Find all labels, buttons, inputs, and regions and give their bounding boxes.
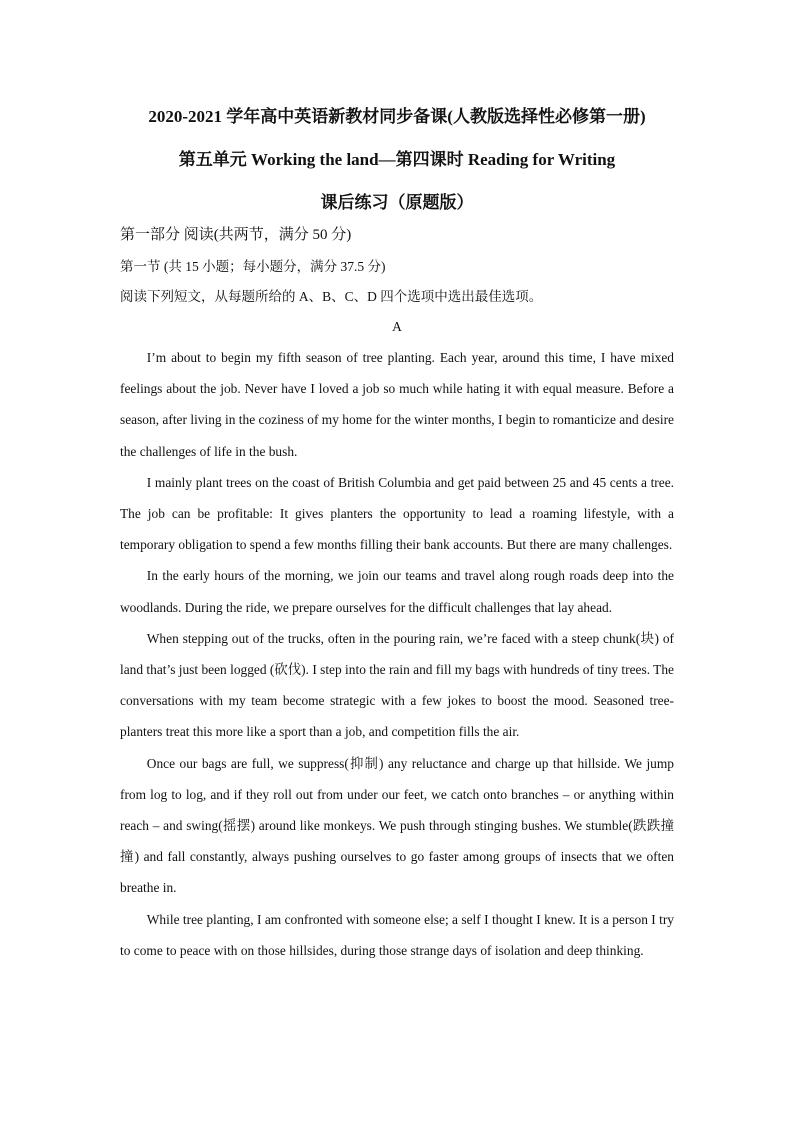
paragraph: When stepping out of the trucks, often in the pouring rain, we’re faced with a steep chunk(块) of land that’s just been logged (砍伐). I step into the rain and fill my bags with hundreds of tiny trees. The conversations with my team become strategic with a few jokes to boost the mood. Seasoned tree-planters treat this more like a sport than a job, and competition fills the air. (120, 630, 674, 740)
paragraph: In the early hours of the morning, we join our teams and travel along rough roads deep into the woodlands. During the ride, we prepare ourselves for the difficult challenges that lay ahead. (120, 568, 674, 615)
part-heading: 第一部分 阅读(共两节，满分 50 分) (120, 227, 352, 243)
doc-title-line-1: 2020-2021 学年高中英语新教材同步备课(人教版选择性必修第一册) (148, 107, 646, 126)
passage-body (120, 342, 674, 966)
paragraph: I mainly plant trees on the coast of British Columbia and get paid between 25 and 45 cents a tree. The job can be profitable: It gives planters the opportunity to lead a roaming lifestyle, with a temporary obligation to spend a few months filling their bank accounts. But there are many challenges. (120, 474, 674, 553)
paragraph: Once our bags are full, we suppress(抑制) any reluctance and charge up that hillside. We jump from log to log, and if they roll out from under our feet, we catch onto branches – or anything within reach – and swing(摇摆) around like monkeys. We push through stinging bushes. We stumble(跌跌撞撞) and fall constantly, always pushing ourselves to go faster among groups of insects that we often breathe in. (120, 755, 674, 896)
doc-title-line-2: 第五单元 Working the land—第四课时 Reading for Writing (178, 150, 616, 169)
document-page (120, 104, 674, 966)
doc-title-line-3: 课后练习（原题版） (320, 193, 474, 212)
section-heading: 第一节 (共 15 小题；每小题分，满分 37.5 分) (120, 259, 386, 274)
paragraph: While tree planting, I am confronted with someone else; a self I thought I knew. It is a person I try to come to peace with on those hillsides, during those strange days of isolation and deep thinking. (120, 911, 674, 958)
instruction-text: 阅读下列短文，从每题所给的 A、B、C、D 四个选项中选出最佳选项。 (120, 289, 543, 304)
paragraph: I’m about to begin my fifth season of tree planting. Each year, around this time, I have mixed feelings about the job. Never have I loved a job so much while hating it with equal measure. Before a season, after living in the coziness of my home for the winter months, I begin to romanticize and desire the challenges of life in the bush. (120, 350, 674, 459)
passage-label: A (392, 319, 402, 334)
